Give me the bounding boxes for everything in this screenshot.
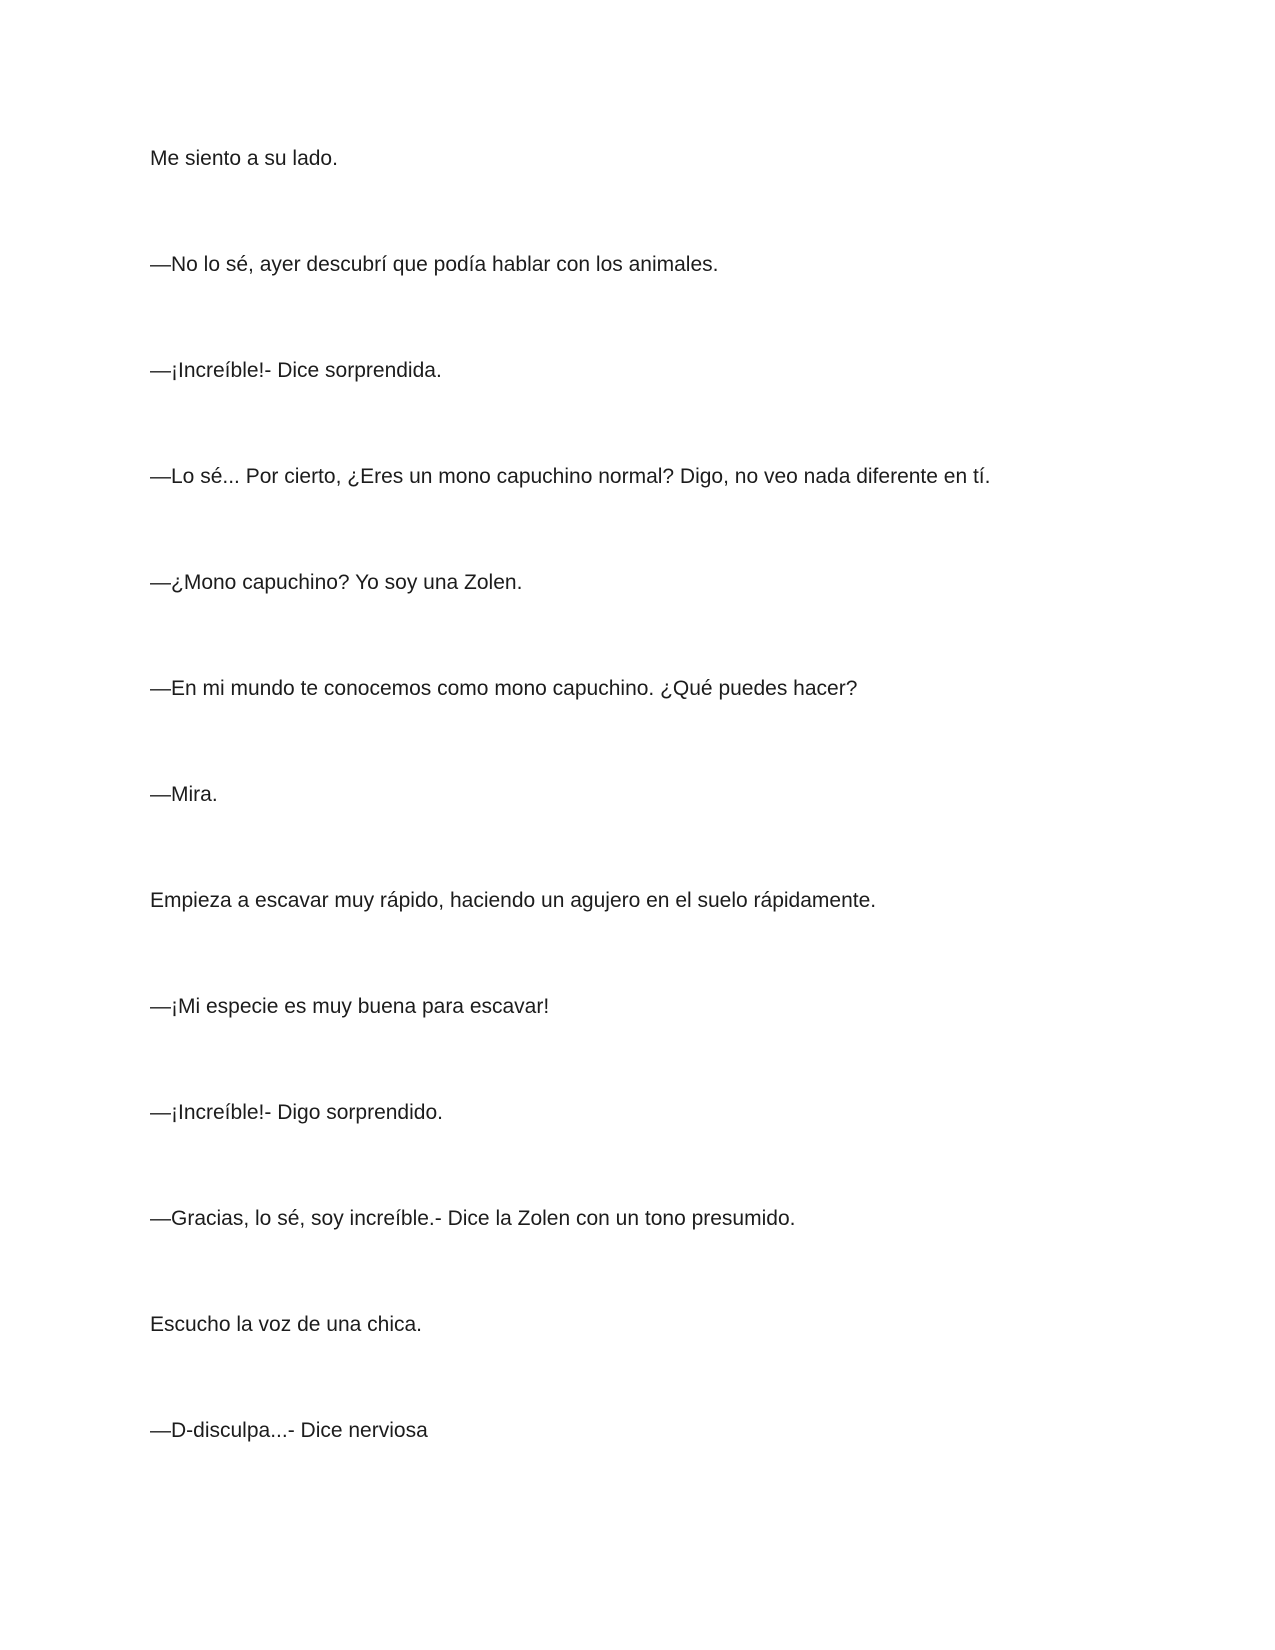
paragraph: —Gracias, lo sé, soy increíble.- Dice la Zolen con un tono presumido.: [150, 1207, 796, 1230]
paragraph: Me siento a su lado.: [150, 147, 338, 170]
paragraph: Empieza a escavar muy rápido, haciendo un agujero en el suelo rápidamente.: [150, 889, 877, 912]
paragraph: —En mi mundo te conocemos como mono capuchino. ¿Qué puedes hacer?: [150, 677, 858, 700]
paragraph: —¡Increíble!- Digo sorprendido.: [150, 1101, 443, 1124]
paragraph: —¡Increíble!- Dice sorprendida.: [150, 359, 442, 382]
paragraph: —D-disculpa...- Dice nerviosa: [150, 1419, 428, 1442]
document-body: [150, 147, 1150, 1525]
paragraph: —Lo sé... Por cierto, ¿Eres un mono capuchino normal? Digo, no veo nada diferente en tí.: [150, 465, 991, 488]
paragraph: —¿Mono capuchino? Yo soy una Zolen.: [150, 571, 523, 594]
paragraph: —¡Mi especie es muy buena para escavar!: [150, 995, 550, 1018]
paragraph: Escucho la voz de una chica.: [150, 1313, 422, 1336]
paragraph: —Mira.: [150, 783, 218, 806]
paragraph: —No lo sé, ayer descubrí que podía hablar con los animales.: [150, 253, 719, 276]
